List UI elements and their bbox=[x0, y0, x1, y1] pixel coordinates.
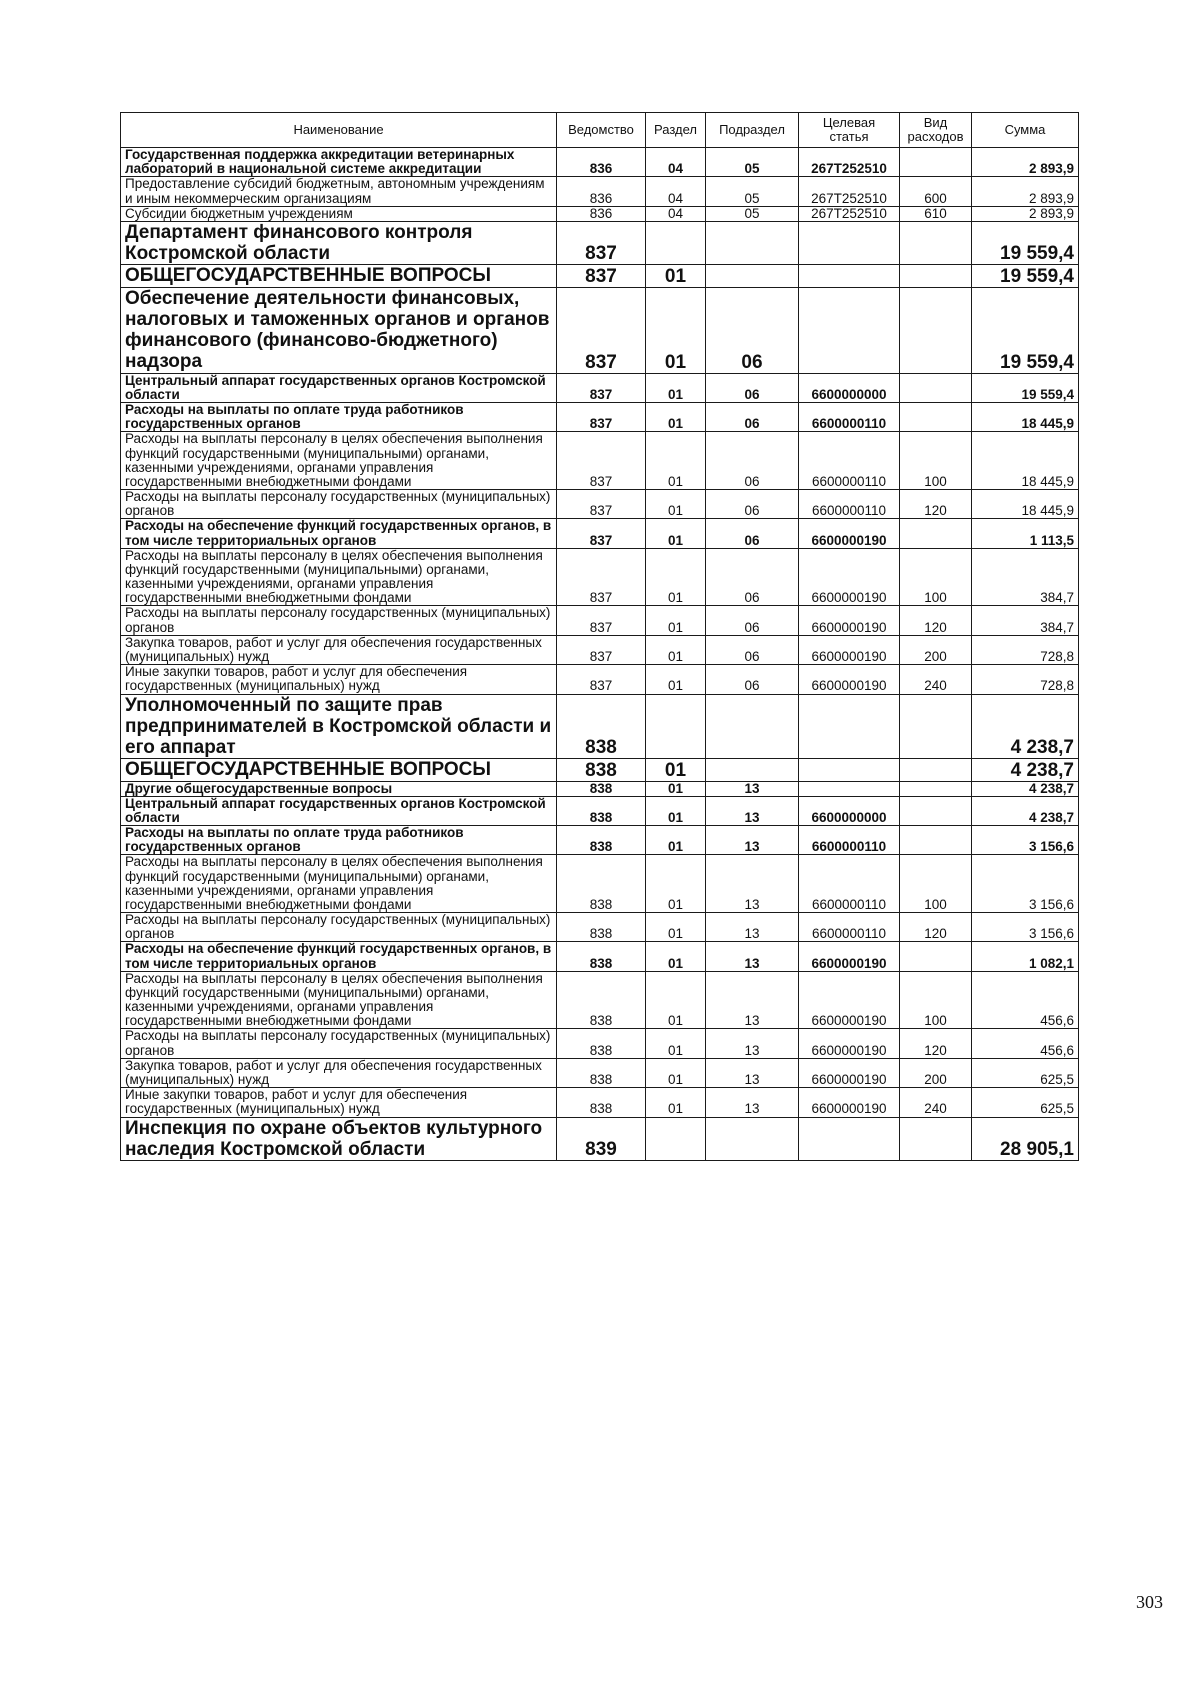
cell-name: Расходы на выплаты персоналу в целях обеспечения выполнения функций государственными (муниципальными) органами, казенными учреждениями, органами управления государственными внебюджетными фондами bbox=[121, 548, 557, 606]
cell-vid-rashodov: 120 bbox=[900, 1029, 972, 1058]
cell-celevaya-statya bbox=[799, 1117, 900, 1161]
cell-summa: 456,6 bbox=[972, 971, 1079, 1029]
cell-vid-rashodov bbox=[900, 287, 972, 373]
cell-razdel: 01 bbox=[646, 1029, 706, 1058]
cell-celevaya-statya: 6600000190 bbox=[799, 1088, 900, 1117]
cell-summa: 28 905,1 bbox=[972, 1117, 1079, 1161]
cell-podrazdel: 06 bbox=[706, 287, 799, 373]
cell-vid-rashodov bbox=[900, 148, 972, 177]
table-row bbox=[121, 759, 1079, 781]
cell-podrazdel: 05 bbox=[706, 148, 799, 177]
table-row bbox=[121, 287, 1079, 373]
cell-celevaya-statya bbox=[799, 781, 900, 796]
cell-name: Иные закупки товаров, работ и услуг для обеспечения государственных (муниципальных) нужд bbox=[121, 665, 557, 694]
table-row bbox=[121, 665, 1079, 694]
table-row bbox=[121, 635, 1079, 664]
cell-vid-rashodov: 100 bbox=[900, 432, 972, 490]
cell-vedomstvo: 837 bbox=[557, 635, 646, 664]
cell-summa: 3 156,6 bbox=[972, 855, 1079, 913]
cell-vedomstvo: 837 bbox=[557, 519, 646, 548]
cell-name: ОБЩЕГОСУДАРСТВЕННЫЕ ВОПРОСЫ bbox=[121, 265, 557, 287]
cell-celevaya-statya: 6600000110 bbox=[799, 432, 900, 490]
cell-razdel: 01 bbox=[646, 665, 706, 694]
cell-razdel bbox=[646, 221, 706, 265]
header-celevaya-statya: Целевая статья bbox=[799, 113, 900, 148]
cell-podrazdel: 06 bbox=[706, 432, 799, 490]
cell-podrazdel: 05 bbox=[706, 177, 799, 206]
cell-vedomstvo: 837 bbox=[557, 287, 646, 373]
cell-summa: 625,5 bbox=[972, 1088, 1079, 1117]
cell-podrazdel: 06 bbox=[706, 403, 799, 432]
cell-vid-rashodov: 120 bbox=[900, 913, 972, 942]
cell-name: Субсидии бюджетным учреждениям bbox=[121, 206, 557, 221]
cell-razdel: 01 bbox=[646, 1058, 706, 1087]
cell-name: Расходы на выплаты персоналу государственных (муниципальных) органов bbox=[121, 490, 557, 519]
cell-celevaya-statya: 6600000190 bbox=[799, 606, 900, 635]
cell-razdel: 01 bbox=[646, 971, 706, 1029]
cell-celevaya-statya: 6600000110 bbox=[799, 826, 900, 855]
cell-vid-rashodov bbox=[900, 781, 972, 796]
table-body bbox=[121, 148, 1079, 1161]
cell-celevaya-statya: 267Т252510 bbox=[799, 177, 900, 206]
cell-vedomstvo: 837 bbox=[557, 665, 646, 694]
cell-vedomstvo: 838 bbox=[557, 1029, 646, 1058]
cell-podrazdel: 05 bbox=[706, 206, 799, 221]
cell-name: Центральный аппарат государственных органов Костромской области bbox=[121, 796, 557, 825]
cell-razdel: 01 bbox=[646, 635, 706, 664]
table-row bbox=[121, 1029, 1079, 1058]
cell-name: Расходы на выплаты персоналу в целях обеспечения выполнения функций государственными (муниципальными) органами, казенными учреждениями, органами управления государственными внебюджетными фондами bbox=[121, 855, 557, 913]
cell-name: Расходы на выплаты персоналу в целях обеспечения выполнения функций государственными (муниципальными) органами, казенными учреждениями, органами управления государственными внебюджетными фондами bbox=[121, 971, 557, 1029]
table-row bbox=[121, 781, 1079, 796]
table-row bbox=[121, 373, 1079, 402]
cell-podrazdel: 13 bbox=[706, 1029, 799, 1058]
cell-vid-rashodov: 200 bbox=[900, 1058, 972, 1087]
cell-vid-rashodov: 240 bbox=[900, 1088, 972, 1117]
cell-vedomstvo: 838 bbox=[557, 796, 646, 825]
cell-podrazdel: 06 bbox=[706, 635, 799, 664]
table-row bbox=[121, 548, 1079, 606]
header-name: Наименование bbox=[121, 113, 557, 148]
cell-vid-rashodov: 120 bbox=[900, 606, 972, 635]
table-row bbox=[121, 490, 1079, 519]
cell-name: Государственная поддержка аккредитации ветеринарных лабораторий в национальной системе аккредитации bbox=[121, 148, 557, 177]
cell-name: Расходы на обеспечение функций государственных органов, в том числе территориальных органов bbox=[121, 519, 557, 548]
cell-vid-rashodov: 600 bbox=[900, 177, 972, 206]
cell-podrazdel: 06 bbox=[706, 519, 799, 548]
cell-summa: 19 559,4 bbox=[972, 373, 1079, 402]
cell-vid-rashodov bbox=[900, 759, 972, 781]
cell-podrazdel: 06 bbox=[706, 490, 799, 519]
cell-vedomstvo: 837 bbox=[557, 403, 646, 432]
cell-celevaya-statya: 6600000110 bbox=[799, 855, 900, 913]
cell-vid-rashodov bbox=[900, 942, 972, 971]
cell-vedomstvo: 837 bbox=[557, 548, 646, 606]
cell-razdel: 01 bbox=[646, 548, 706, 606]
cell-summa: 18 445,9 bbox=[972, 432, 1079, 490]
cell-celevaya-statya: 267Т252510 bbox=[799, 148, 900, 177]
cell-name: Инспекция по охране объектов культурного наследия Костромской области bbox=[121, 1117, 557, 1161]
table-row bbox=[121, 826, 1079, 855]
cell-name: Расходы на выплаты персоналу государственных (муниципальных) органов bbox=[121, 913, 557, 942]
header-podrazdel: Подраздел bbox=[706, 113, 799, 148]
cell-name: Департамент финансового контроля Костромской области bbox=[121, 221, 557, 265]
cell-name: Закупка товаров, работ и услуг для обеспечения государственных (муниципальных) нужд bbox=[121, 635, 557, 664]
cell-vedomstvo: 838 bbox=[557, 971, 646, 1029]
cell-razdel: 01 bbox=[646, 781, 706, 796]
cell-celevaya-statya: 6600000110 bbox=[799, 403, 900, 432]
cell-vedomstvo: 838 bbox=[557, 826, 646, 855]
cell-vedomstvo: 837 bbox=[557, 432, 646, 490]
cell-vid-rashodov bbox=[900, 373, 972, 402]
cell-name: Расходы на выплаты по оплате труда работников государственных органов bbox=[121, 403, 557, 432]
table-row bbox=[121, 432, 1079, 490]
cell-podrazdel: 13 bbox=[706, 913, 799, 942]
cell-name: Иные закупки товаров, работ и услуг для обеспечения государственных (муниципальных) нужд bbox=[121, 1088, 557, 1117]
cell-razdel bbox=[646, 694, 706, 759]
cell-podrazdel: 06 bbox=[706, 548, 799, 606]
header-vedomstvo: Ведомство bbox=[557, 113, 646, 148]
cell-vedomstvo: 838 bbox=[557, 1088, 646, 1117]
cell-podrazdel bbox=[706, 1117, 799, 1161]
cell-vedomstvo: 838 bbox=[557, 913, 646, 942]
table-row bbox=[121, 148, 1079, 177]
cell-vedomstvo: 838 bbox=[557, 942, 646, 971]
cell-summa: 4 238,7 bbox=[972, 759, 1079, 781]
cell-vedomstvo: 838 bbox=[557, 1058, 646, 1087]
table-row bbox=[121, 855, 1079, 913]
cell-summa: 19 559,4 bbox=[972, 221, 1079, 265]
table-row bbox=[121, 1117, 1079, 1161]
table-row bbox=[121, 206, 1079, 221]
cell-razdel: 04 bbox=[646, 148, 706, 177]
cell-razdel: 01 bbox=[646, 855, 706, 913]
cell-vid-rashodov: 200 bbox=[900, 635, 972, 664]
cell-podrazdel: 13 bbox=[706, 1058, 799, 1087]
budget-table bbox=[120, 112, 1079, 1161]
cell-name: Закупка товаров, работ и услуг для обеспечения государственных (муниципальных) нужд bbox=[121, 1058, 557, 1087]
cell-razdel: 01 bbox=[646, 490, 706, 519]
cell-summa: 1 082,1 bbox=[972, 942, 1079, 971]
table-row bbox=[121, 177, 1079, 206]
cell-vedomstvo: 838 bbox=[557, 759, 646, 781]
cell-summa: 728,8 bbox=[972, 665, 1079, 694]
cell-summa: 3 156,6 bbox=[972, 913, 1079, 942]
cell-vid-rashodov bbox=[900, 1117, 972, 1161]
cell-celevaya-statya: 6600000190 bbox=[799, 665, 900, 694]
cell-razdel bbox=[646, 1117, 706, 1161]
cell-summa: 4 238,7 bbox=[972, 781, 1079, 796]
cell-summa: 384,7 bbox=[972, 606, 1079, 635]
table-row bbox=[121, 606, 1079, 635]
cell-razdel: 01 bbox=[646, 942, 706, 971]
table-row bbox=[121, 221, 1079, 265]
page-number: 303 bbox=[1136, 1592, 1163, 1612]
cell-celevaya-statya: 6600000190 bbox=[799, 971, 900, 1029]
cell-name: Обеспечение деятельности финансовых, налоговых и таможенных органов и органов финансового (финансово-бюджетного) надзора bbox=[121, 287, 557, 373]
cell-vid-rashodov bbox=[900, 221, 972, 265]
cell-summa: 2 893,9 bbox=[972, 148, 1079, 177]
cell-vedomstvo: 837 bbox=[557, 265, 646, 287]
cell-vid-rashodov bbox=[900, 265, 972, 287]
table-row bbox=[121, 942, 1079, 971]
cell-podrazdel: 13 bbox=[706, 796, 799, 825]
cell-celevaya-statya: 6600000190 bbox=[799, 1029, 900, 1058]
cell-celevaya-statya: 6600000000 bbox=[799, 796, 900, 825]
header-vid-rashodov: Вид расходов bbox=[900, 113, 972, 148]
cell-name: Расходы на выплаты персоналу государственных (муниципальных) органов bbox=[121, 606, 557, 635]
cell-vedomstvo: 838 bbox=[557, 781, 646, 796]
table-row bbox=[121, 971, 1079, 1029]
cell-podrazdel: 13 bbox=[706, 781, 799, 796]
cell-podrazdel: 06 bbox=[706, 606, 799, 635]
cell-summa: 4 238,7 bbox=[972, 694, 1079, 759]
cell-vid-rashodov: 120 bbox=[900, 490, 972, 519]
cell-razdel: 01 bbox=[646, 287, 706, 373]
cell-summa: 384,7 bbox=[972, 548, 1079, 606]
cell-razdel: 01 bbox=[646, 913, 706, 942]
cell-razdel: 01 bbox=[646, 1088, 706, 1117]
cell-vedomstvo: 839 bbox=[557, 1117, 646, 1161]
table-row bbox=[121, 403, 1079, 432]
cell-celevaya-statya: 6600000190 bbox=[799, 635, 900, 664]
table-header-row bbox=[121, 113, 1079, 148]
cell-celevaya-statya: 267Т252510 bbox=[799, 206, 900, 221]
cell-vid-rashodov bbox=[900, 694, 972, 759]
cell-celevaya-statya: 6600000190 bbox=[799, 519, 900, 548]
cell-celevaya-statya bbox=[799, 694, 900, 759]
cell-celevaya-statya: 6600000190 bbox=[799, 942, 900, 971]
cell-vid-rashodov: 100 bbox=[900, 971, 972, 1029]
cell-summa: 2 893,9 bbox=[972, 177, 1079, 206]
cell-summa: 3 156,6 bbox=[972, 826, 1079, 855]
cell-summa: 19 559,4 bbox=[972, 287, 1079, 373]
cell-summa: 456,6 bbox=[972, 1029, 1079, 1058]
cell-name: Расходы на выплаты персоналу государственных (муниципальных) органов bbox=[121, 1029, 557, 1058]
cell-vid-rashodov: 100 bbox=[900, 855, 972, 913]
table-row bbox=[121, 796, 1079, 825]
cell-podrazdel: 13 bbox=[706, 971, 799, 1029]
cell-name: ОБЩЕГОСУДАРСТВЕННЫЕ ВОПРОСЫ bbox=[121, 759, 557, 781]
cell-summa: 18 445,9 bbox=[972, 403, 1079, 432]
cell-celevaya-statya bbox=[799, 221, 900, 265]
cell-podrazdel bbox=[706, 759, 799, 781]
cell-celevaya-statya bbox=[799, 287, 900, 373]
cell-summa: 2 893,9 bbox=[972, 206, 1079, 221]
cell-summa: 625,5 bbox=[972, 1058, 1079, 1087]
cell-razdel: 01 bbox=[646, 403, 706, 432]
cell-vid-rashodov: 100 bbox=[900, 548, 972, 606]
header-summa: Сумма bbox=[972, 113, 1079, 148]
cell-summa: 1 113,5 bbox=[972, 519, 1079, 548]
cell-vedomstvo: 838 bbox=[557, 855, 646, 913]
table-row bbox=[121, 694, 1079, 759]
cell-podrazdel bbox=[706, 265, 799, 287]
cell-name: Центральный аппарат государственных органов Костромской области bbox=[121, 373, 557, 402]
cell-celevaya-statya bbox=[799, 759, 900, 781]
cell-summa: 728,8 bbox=[972, 635, 1079, 664]
cell-podrazdel: 13 bbox=[706, 942, 799, 971]
cell-podrazdel bbox=[706, 694, 799, 759]
cell-vid-rashodov: 240 bbox=[900, 665, 972, 694]
table-row bbox=[121, 519, 1079, 548]
cell-celevaya-statya: 6600000110 bbox=[799, 490, 900, 519]
table-row bbox=[121, 913, 1079, 942]
cell-razdel: 01 bbox=[646, 373, 706, 402]
cell-vedomstvo: 836 bbox=[557, 177, 646, 206]
cell-vedomstvo: 837 bbox=[557, 373, 646, 402]
cell-razdel: 01 bbox=[646, 432, 706, 490]
cell-razdel: 01 bbox=[646, 796, 706, 825]
table-row bbox=[121, 265, 1079, 287]
cell-vid-rashodov bbox=[900, 403, 972, 432]
cell-podrazdel: 06 bbox=[706, 373, 799, 402]
cell-podrazdel bbox=[706, 221, 799, 265]
cell-name: Другие общегосударственные вопросы bbox=[121, 781, 557, 796]
cell-podrazdel: 13 bbox=[706, 826, 799, 855]
cell-celevaya-statya: 6600000190 bbox=[799, 1058, 900, 1087]
cell-name: Уполномоченный по защите прав предпринимателей в Костромской области и его аппарат bbox=[121, 694, 557, 759]
cell-vid-rashodov bbox=[900, 796, 972, 825]
table-row bbox=[121, 1088, 1079, 1117]
cell-podrazdel: 06 bbox=[706, 665, 799, 694]
cell-razdel: 01 bbox=[646, 606, 706, 635]
table-row bbox=[121, 1058, 1079, 1087]
cell-vedomstvo: 836 bbox=[557, 148, 646, 177]
cell-vedomstvo: 837 bbox=[557, 606, 646, 635]
cell-razdel: 04 bbox=[646, 177, 706, 206]
cell-celevaya-statya bbox=[799, 265, 900, 287]
cell-name: Предоставление субсидий бюджетным, автономным учреждениям и иным некоммерческим организациям bbox=[121, 177, 557, 206]
header-razdel: Раздел bbox=[646, 113, 706, 148]
cell-vedomstvo: 838 bbox=[557, 694, 646, 759]
cell-vid-rashodov bbox=[900, 826, 972, 855]
cell-summa: 4 238,7 bbox=[972, 796, 1079, 825]
cell-vid-rashodov: 610 bbox=[900, 206, 972, 221]
cell-podrazdel: 13 bbox=[706, 1088, 799, 1117]
cell-summa: 19 559,4 bbox=[972, 265, 1079, 287]
cell-razdel: 01 bbox=[646, 519, 706, 548]
cell-podrazdel: 13 bbox=[706, 855, 799, 913]
cell-vedomstvo: 837 bbox=[557, 221, 646, 265]
cell-razdel: 01 bbox=[646, 826, 706, 855]
cell-razdel: 04 bbox=[646, 206, 706, 221]
cell-vedomstvo: 836 bbox=[557, 206, 646, 221]
cell-vedomstvo: 837 bbox=[557, 490, 646, 519]
cell-celevaya-statya: 6600000110 bbox=[799, 913, 900, 942]
cell-razdel: 01 bbox=[646, 759, 706, 781]
cell-vid-rashodov bbox=[900, 519, 972, 548]
cell-celevaya-statya: 6600000000 bbox=[799, 373, 900, 402]
cell-name: Расходы на выплаты по оплате труда работников государственных органов bbox=[121, 826, 557, 855]
cell-razdel: 01 bbox=[646, 265, 706, 287]
cell-celevaya-statya: 6600000190 bbox=[799, 548, 900, 606]
cell-name: Расходы на выплаты персоналу в целях обеспечения выполнения функций государственными (муниципальными) органами, казенными учреждениями, органами управления государственными внебюджетными фондами bbox=[121, 432, 557, 490]
cell-summa: 18 445,9 bbox=[972, 490, 1079, 519]
cell-name: Расходы на обеспечение функций государственных органов, в том числе территориальных органов bbox=[121, 942, 557, 971]
